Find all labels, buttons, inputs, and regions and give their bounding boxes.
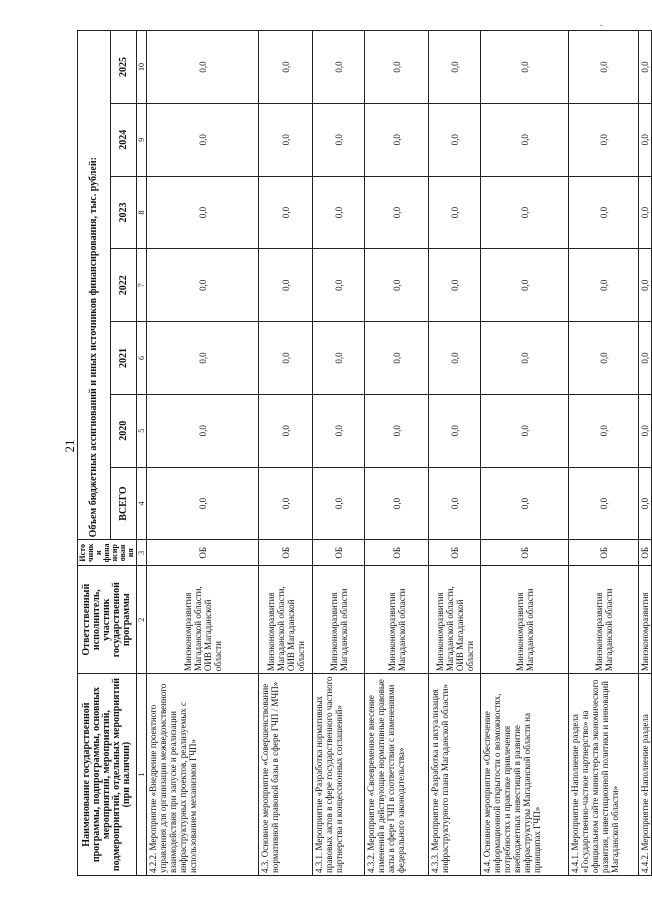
column-number-row [137, 31, 147, 876]
header-year: 2023 [111, 176, 137, 249]
row-value: 0,0 [569, 467, 639, 540]
row-value: 0,0 [429, 322, 481, 395]
row-value: 0,0 [365, 249, 429, 322]
column-number: 1 [137, 674, 147, 876]
header-finance-title: Объем бюджетных ассигнований и иных источников финансирования, тыс. рублей: [78, 31, 111, 540]
row-value: 0,0 [481, 467, 569, 540]
header-funding-source: Источники финансирования [78, 540, 137, 566]
row-value: 0,0 [147, 322, 259, 395]
row-value: 0,0 [429, 249, 481, 322]
row-value: 0,0 [429, 394, 481, 467]
row-funding-source: ОБ [569, 540, 639, 566]
row-value: 0,0 [481, 394, 569, 467]
column-number: 5 [137, 394, 147, 467]
row-executor: Минэкономразвития Магаданской области [313, 566, 365, 674]
row-value: 0,0 [639, 322, 652, 395]
column-number: 2 [137, 566, 147, 674]
row-executor: Минэкономразвития Магаданской области [365, 566, 429, 674]
row-value: 0,0 [313, 322, 365, 395]
row-funding-source: ОБ [259, 540, 313, 566]
row-value: 0,0 [639, 394, 652, 467]
financing-table [77, 30, 652, 876]
column-number: 4 [137, 467, 147, 540]
column-number: 9 [137, 103, 147, 176]
row-value: 0,0 [569, 103, 639, 176]
row-value: 0,0 [481, 31, 569, 104]
row-value: 0,0 [313, 31, 365, 104]
column-number: 3 [137, 540, 147, 566]
header-total: ВСЕГО [111, 467, 137, 540]
row-value: 0,0 [481, 176, 569, 249]
row-value: 0,0 [481, 103, 569, 176]
row-value: 0,0 [569, 31, 639, 104]
row-program-name: 4.3.2. Мероприятие «Своевременное внесение изменений в действующие нормативные правовые акты в сфере ГЧП в соответствии с изменениями федерального законодательства» [365, 674, 429, 876]
row-executor: Минэкономразвития [639, 566, 652, 674]
row-funding-source: ОБ [365, 540, 429, 566]
header-executor: Ответственный исполнитель, участник государственной программы [78, 566, 137, 674]
row-value: 0,0 [365, 103, 429, 176]
row-value: 0,0 [365, 176, 429, 249]
table-row [481, 31, 569, 876]
row-executor: Минэкономразвития Магаданской области, ОИВ Магаданской области [147, 566, 259, 674]
column-number: 6 [137, 322, 147, 395]
row-value: 0,0 [259, 31, 313, 104]
row-value: 0,0 [481, 249, 569, 322]
table-row [313, 31, 365, 876]
row-value: 0,0 [313, 467, 365, 540]
row-value: 0,0 [365, 394, 429, 467]
row-value: 0,0 [147, 249, 259, 322]
page-number: 21 [62, 439, 77, 453]
row-funding-source: ОБ [639, 540, 652, 566]
row-value: 0,0 [365, 467, 429, 540]
row-value: 0,0 [259, 249, 313, 322]
row-funding-source: ОБ [481, 540, 569, 566]
row-program-name: 4.3.3. Мероприятие «Разработка и актуализация инфраструктурного плана Магаданской области» [429, 674, 481, 876]
table-row [259, 31, 313, 876]
row-value: 0,0 [313, 103, 365, 176]
column-number: 7 [137, 249, 147, 322]
header-program-name: Наименование государственной программы, подпрограммы, основных мероприятий, мероприятий, подмероприятий, отдельных мероприятий (при наличии) [78, 674, 137, 876]
header-year: 2024 [111, 103, 137, 176]
row-value: 0,0 [569, 176, 639, 249]
row-program-name: 4.3.1. Мероприятие «Разработка нормативных правовых актов в сфере государственного частного партнерства и концессионных соглашений» [313, 674, 365, 876]
row-value: 0,0 [365, 31, 429, 104]
row-funding-source: ОБ [429, 540, 481, 566]
row-program-name: 4.4.2. Мероприятие «Наполнение раздела [639, 674, 652, 876]
table-row [639, 31, 652, 876]
header-year: 2022 [111, 249, 137, 322]
column-number: 8 [137, 176, 147, 249]
row-program-name: 4.4.1. Мероприятие «Наполнение раздела «Государственно-частное партнерство» на официальном сайте министерства экономического развития, инвестиционной политики и инноваций Магаданской области» [569, 674, 639, 876]
row-value: 0,0 [429, 31, 481, 104]
row-value: 0,0 [147, 394, 259, 467]
header-year: 2025 [111, 31, 137, 104]
row-executor: Минэкономразвития Магаданской области [569, 566, 639, 674]
row-value: 0,0 [147, 467, 259, 540]
row-value: 0,0 [569, 322, 639, 395]
row-value: 0,0 [569, 249, 639, 322]
table-row [429, 31, 481, 876]
row-value: 0,0 [147, 31, 259, 104]
row-value: 0,0 [313, 394, 365, 467]
table-row [569, 31, 639, 876]
row-funding-source: ОБ [313, 540, 365, 566]
row-executor: Минэкономразвития Магаданской области [481, 566, 569, 674]
row-value: 0,0 [259, 322, 313, 395]
header-year: 2020 [111, 394, 137, 467]
row-value: 0,0 [365, 322, 429, 395]
table-row [365, 31, 429, 876]
header-year: 2021 [111, 322, 137, 395]
row-value: 0,0 [639, 103, 652, 176]
row-value: 0,0 [429, 467, 481, 540]
row-program-name: 4.2.2. Мероприятие «Внедрение проектного управления для организации межведомственного взаимодействия при запуске и реализации инфраструктурных проектов, реализуемых с использованием механизмов ГЧП» [147, 674, 259, 876]
row-value: 0,0 [429, 103, 481, 176]
row-value: 0,0 [639, 31, 652, 104]
row-program-name: 4.4. Основное мероприятие «Обеспечение информационной открытости о возможностях, потребностях и практике привлечения внебюджетных инвестиций в развитие инфраструктуры Магаданской области на принципах ГЧП» [481, 674, 569, 876]
row-value: 0,0 [639, 249, 652, 322]
row-executor: Минэкономразвития Магаданской области, ОИВ Магаданской области [429, 566, 481, 674]
row-funding-source: ОБ [147, 540, 259, 566]
row-executor: Минэкономразвития Магаданской области, ОИВ Магаданской области [259, 566, 313, 674]
row-value: 0,0 [569, 394, 639, 467]
row-value: 0,0 [259, 176, 313, 249]
row-value: 0,0 [481, 322, 569, 395]
row-value: 0,0 [429, 176, 481, 249]
table-row [147, 31, 259, 876]
financing-table-sheet [77, 30, 650, 876]
row-value: 0,0 [313, 249, 365, 322]
row-value: 0,0 [259, 394, 313, 467]
row-value: 0,0 [313, 176, 365, 249]
row-value: 0,0 [639, 176, 652, 249]
row-value: 0,0 [259, 467, 313, 540]
row-value: 0,0 [639, 467, 652, 540]
row-value: 0,0 [259, 103, 313, 176]
row-value: 0,0 [147, 176, 259, 249]
column-number: 10 [137, 31, 147, 104]
row-value: 0,0 [147, 103, 259, 176]
scan-speck: . [600, 18, 603, 28]
row-program-name: 4.3. Основное мероприятие «Совершенствование нормативной правовой базы в сфере ГЧП / МЧП» [259, 674, 313, 876]
